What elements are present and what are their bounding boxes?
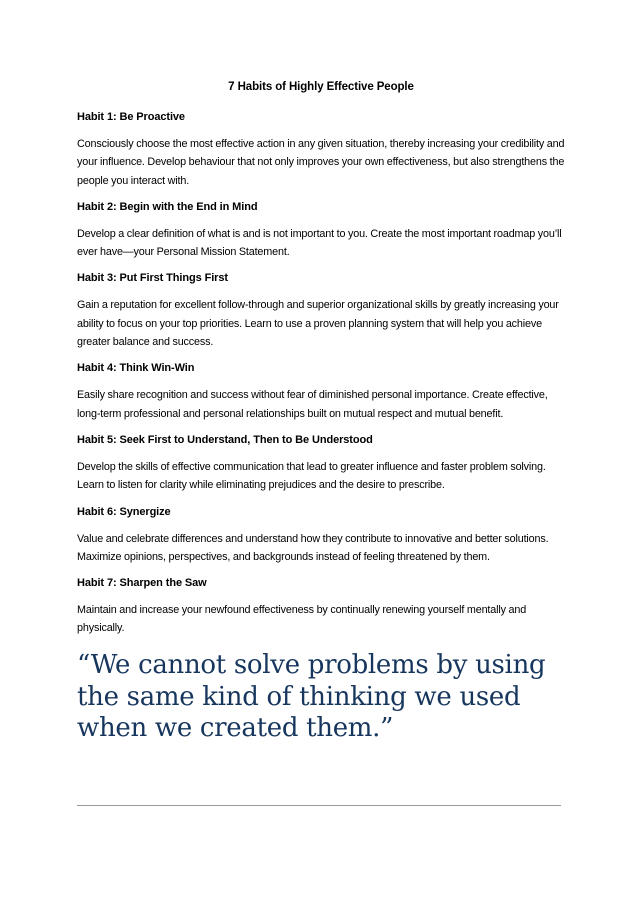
habit-heading: Habit 7: Sharpen the Saw <box>77 577 207 590</box>
habit-heading: Habit 5: Seek First to Understand, Then to Be Understood <box>77 433 373 446</box>
habit-description: Gain a reputation for excellent follow-through and superior organizational skills by greatly increasing your ability to focus on your top priorities. Learn to use a proven planning system that will help you achieve greater balance and success. <box>77 299 559 349</box>
habit-heading: Habit 3: Put First Things First <box>77 272 228 285</box>
habit-heading: Habit 4: Think Win-Win <box>77 362 195 375</box>
habit-section <box>77 433 565 495</box>
habit-description: Easily share recognition and success without fear of diminished personal importance. Create effective, long-term professional and personal relationships built on mutual respect and mutual benefit. <box>77 389 548 420</box>
habit-description: Develop a clear definition of what is and is not important to you. Create the most important roadmap you’ll ever have—your Personal Mission Statement. <box>77 227 562 259</box>
pull-quote: “We cannot solve problems by using the same kind of thinking we used when we created them.” <box>77 650 546 743</box>
habit-section <box>77 505 565 567</box>
habit-heading: Habit 2: Begin with the End in Mind <box>77 200 258 213</box>
habit-heading: Habit 6: Synergize <box>77 505 171 518</box>
habit-description: Consciously choose the most effective action in any given situation, thereby increasing your credibility and your influence. Develop behaviour that not only improves your own effectiveness, but also strengthens the people you interact with. <box>77 138 565 187</box>
habit-description: Develop the skills of effective communication that lead to greater influence and faster problem solving. Learn to listen for clarity while eliminating prejudices and the desire to prescribe. <box>77 460 546 492</box>
habit-description: Value and celebrate differences and understand how they contribute to innovative and better solutions. Maximize opinions, perspectives, and backgrounds instead of feeling threatened by them. <box>77 532 549 563</box>
document-title: 7 Habits of Highly Effective People <box>228 81 414 93</box>
habit-description: Maintain and increase your newfound effectiveness by continually renewing yourself mentally and physically. <box>77 604 527 635</box>
document-page <box>77 80 565 648</box>
habit-section <box>77 576 565 638</box>
horizontal-divider <box>77 805 561 806</box>
habit-section <box>77 271 565 351</box>
habit-section <box>77 110 565 190</box>
habit-section <box>77 200 565 262</box>
habit-heading: Habit 1: Be Proactive <box>77 111 185 123</box>
habit-section <box>77 361 565 423</box>
